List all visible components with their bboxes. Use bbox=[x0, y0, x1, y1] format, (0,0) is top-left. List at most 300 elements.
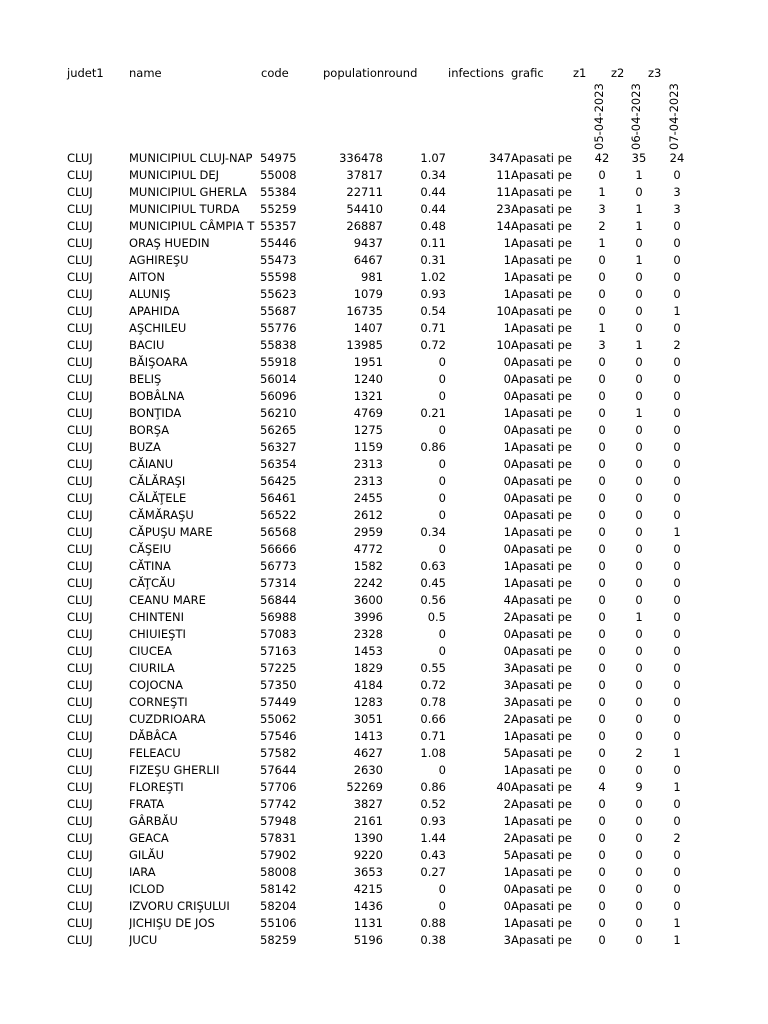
cell-code: 57449 bbox=[260, 695, 297, 709]
header-name: name bbox=[129, 66, 162, 80]
cell-grafic-link[interactable]: Apasati pe bbox=[511, 865, 572, 879]
cell-grafic-link[interactable]: Apasati pe bbox=[511, 185, 572, 199]
cell-name: IARA bbox=[129, 865, 156, 879]
cell-grafic-link[interactable]: Apasati pe bbox=[511, 627, 572, 641]
cell-name: CĂTINA bbox=[129, 559, 171, 573]
cell-code: 55623 bbox=[260, 287, 297, 301]
cell-judet: CLUJ bbox=[67, 678, 93, 692]
cell-population: 4772 bbox=[353, 542, 383, 556]
cell-name: BELIŞ bbox=[129, 372, 162, 386]
cell-z3: 0 bbox=[673, 372, 681, 386]
cell-grafic-link[interactable]: Apasati pe bbox=[511, 168, 572, 182]
cell-grafic-link[interactable]: Apasati pe bbox=[511, 338, 572, 352]
cell-z1: 0 bbox=[598, 848, 606, 862]
cell-z1: 0 bbox=[598, 457, 606, 471]
cell-grafic-link[interactable]: Apasati pe bbox=[511, 253, 572, 267]
cell-grafic-link[interactable]: Apasati pe bbox=[511, 882, 572, 896]
cell-z2: 0 bbox=[635, 525, 643, 539]
cell-grafic-link[interactable]: Apasati pe bbox=[511, 848, 572, 862]
cell-population: 2630 bbox=[353, 763, 383, 777]
table-row bbox=[0, 660, 768, 677]
cell-round: 0.72 bbox=[420, 338, 446, 352]
cell-grafic-link[interactable]: Apasati pe bbox=[511, 508, 572, 522]
cell-z3: 1 bbox=[673, 933, 681, 947]
cell-judet: CLUJ bbox=[67, 542, 93, 556]
cell-z1: 2 bbox=[598, 219, 606, 233]
header-grafic: grafic bbox=[511, 66, 544, 80]
cell-code: 58008 bbox=[260, 865, 297, 879]
cell-name: ICLOD bbox=[129, 882, 165, 896]
cell-infections: 0 bbox=[503, 508, 511, 522]
cell-code: 56844 bbox=[260, 593, 297, 607]
cell-round: 0 bbox=[438, 542, 446, 556]
cell-z1: 1 bbox=[598, 236, 606, 250]
cell-population: 9437 bbox=[353, 236, 383, 250]
cell-infections: 3 bbox=[503, 933, 511, 947]
cell-z3: 2 bbox=[673, 831, 681, 845]
cell-population: 2959 bbox=[353, 525, 383, 539]
cell-name: CEANU MARE bbox=[129, 593, 206, 607]
cell-infections: 1 bbox=[503, 525, 511, 539]
cell-round: 0.86 bbox=[420, 440, 446, 454]
cell-z1: 0 bbox=[598, 355, 606, 369]
cell-infections: 1 bbox=[503, 440, 511, 454]
table-row bbox=[0, 507, 768, 524]
cell-z1: 0 bbox=[598, 423, 606, 437]
cell-population: 1829 bbox=[353, 661, 383, 675]
cell-round: 0.11 bbox=[420, 236, 446, 250]
cell-infections: 0 bbox=[503, 423, 511, 437]
cell-z2: 0 bbox=[635, 644, 643, 658]
table-row bbox=[0, 762, 768, 779]
cell-judet: CLUJ bbox=[67, 780, 93, 794]
cell-z2: 0 bbox=[635, 899, 643, 913]
cell-round: 0 bbox=[438, 372, 446, 386]
cell-population: 336478 bbox=[339, 151, 383, 165]
cell-judet: CLUJ bbox=[67, 933, 93, 947]
cell-population: 2455 bbox=[353, 491, 383, 505]
cell-z3: 0 bbox=[673, 219, 681, 233]
header-z3: z3 bbox=[648, 66, 662, 80]
table-row bbox=[0, 422, 768, 439]
cell-population: 1131 bbox=[353, 916, 383, 930]
cell-grafic-link[interactable]: Apasati pe bbox=[511, 423, 572, 437]
cell-infections: 0 bbox=[503, 627, 511, 641]
cell-code: 55473 bbox=[260, 253, 297, 267]
table-row bbox=[0, 677, 768, 694]
cell-code: 55357 bbox=[260, 219, 297, 233]
cell-population: 4184 bbox=[353, 678, 383, 692]
table-row bbox=[0, 524, 768, 541]
cell-population: 2612 bbox=[353, 508, 383, 522]
cell-grafic-link[interactable]: Apasati pe bbox=[511, 406, 572, 420]
table-row bbox=[0, 150, 768, 167]
cell-infections: 347 bbox=[489, 151, 511, 165]
cell-z1: 0 bbox=[598, 559, 606, 573]
cell-infections: 11 bbox=[496, 168, 511, 182]
cell-grafic-link[interactable]: Apasati pe bbox=[511, 899, 572, 913]
cell-infections: 1 bbox=[503, 576, 511, 590]
cell-z3: 0 bbox=[673, 814, 681, 828]
cell-z1: 0 bbox=[598, 406, 606, 420]
cell-z3: 0 bbox=[673, 576, 681, 590]
cell-z1: 0 bbox=[598, 610, 606, 624]
cell-z2: 1 bbox=[635, 168, 643, 182]
cell-infections: 0 bbox=[503, 372, 511, 386]
cell-z2: 0 bbox=[635, 304, 643, 318]
cell-z1: 3 bbox=[598, 338, 606, 352]
cell-z3: 2 bbox=[673, 338, 681, 352]
cell-grafic-link[interactable]: Apasati pe bbox=[511, 644, 572, 658]
cell-round: 0 bbox=[438, 644, 446, 658]
table-row bbox=[0, 745, 768, 762]
cell-z3: 0 bbox=[673, 270, 681, 284]
cell-z1: 0 bbox=[598, 899, 606, 913]
cell-z3: 0 bbox=[673, 406, 681, 420]
cell-z2: 1 bbox=[635, 610, 643, 624]
cell-grafic-link[interactable]: Apasati pe bbox=[511, 304, 572, 318]
cell-round: 1.44 bbox=[420, 831, 446, 845]
cell-judet: CLUJ bbox=[67, 899, 93, 913]
cell-judet: CLUJ bbox=[67, 304, 93, 318]
table-row bbox=[0, 796, 768, 813]
cell-z2: 0 bbox=[635, 474, 643, 488]
cell-population: 981 bbox=[361, 270, 383, 284]
cell-infections: 1 bbox=[503, 321, 511, 335]
cell-population: 4627 bbox=[353, 746, 383, 760]
cell-z3: 0 bbox=[673, 661, 681, 675]
cell-judet: CLUJ bbox=[67, 627, 93, 641]
header-population: population bbox=[323, 66, 385, 80]
header-date-3-text: 07-04-2023 bbox=[667, 83, 681, 150]
cell-grafic-link[interactable]: Apasati pe bbox=[511, 661, 572, 675]
cell-round: 0.5 bbox=[427, 610, 446, 624]
cell-infections: 1 bbox=[503, 253, 511, 267]
cell-round: 0.55 bbox=[420, 661, 446, 675]
cell-code: 56773 bbox=[260, 559, 297, 573]
cell-judet: CLUJ bbox=[67, 559, 93, 573]
cell-grafic-link[interactable]: Apasati pe bbox=[511, 270, 572, 284]
cell-judet: CLUJ bbox=[67, 253, 93, 267]
cell-grafic-link[interactable]: Apasati pe bbox=[511, 440, 572, 454]
cell-infections: 0 bbox=[503, 899, 511, 913]
table-row bbox=[0, 881, 768, 898]
table-row bbox=[0, 847, 768, 864]
cell-grafic-link[interactable]: Apasati pe bbox=[511, 542, 572, 556]
cell-round: 0.71 bbox=[420, 729, 446, 743]
header-date-3 bbox=[667, 80, 687, 150]
table-row bbox=[0, 575, 768, 592]
cell-z2: 0 bbox=[635, 593, 643, 607]
header-round: round bbox=[384, 66, 418, 80]
cell-code: 55598 bbox=[260, 270, 297, 284]
cell-name: DĂBÂCA bbox=[129, 729, 177, 743]
cell-infections: 1 bbox=[503, 270, 511, 284]
cell-z1: 0 bbox=[598, 253, 606, 267]
table-row bbox=[0, 303, 768, 320]
cell-z3: 0 bbox=[673, 797, 681, 811]
cell-z3: 0 bbox=[673, 644, 681, 658]
cell-judet: CLUJ bbox=[67, 338, 93, 352]
table-row bbox=[0, 388, 768, 405]
cell-round: 0.34 bbox=[420, 525, 446, 539]
cell-grafic-link[interactable]: Apasati pe bbox=[511, 287, 572, 301]
cell-grafic-link[interactable]: Apasati pe bbox=[511, 576, 572, 590]
cell-name: MUNICIPIUL GHERLA bbox=[129, 185, 247, 199]
cell-grafic-link[interactable]: Apasati pe bbox=[511, 763, 572, 777]
cell-z1: 0 bbox=[598, 593, 606, 607]
cell-code: 56354 bbox=[260, 457, 297, 471]
cell-round: 0.48 bbox=[420, 219, 446, 233]
cell-name: COJOCNA bbox=[129, 678, 184, 692]
cell-z2: 0 bbox=[635, 848, 643, 862]
cell-round: 0 bbox=[438, 899, 446, 913]
cell-z3: 0 bbox=[673, 168, 681, 182]
table-row bbox=[0, 558, 768, 575]
cell-round: 0.66 bbox=[420, 712, 446, 726]
cell-population: 1321 bbox=[353, 389, 383, 403]
cell-infections: 0 bbox=[503, 644, 511, 658]
cell-name: GEACA bbox=[129, 831, 169, 845]
cell-z1: 0 bbox=[598, 814, 606, 828]
cell-code: 56666 bbox=[260, 542, 297, 556]
cell-z2: 0 bbox=[635, 576, 643, 590]
cell-infections: 3 bbox=[503, 661, 511, 675]
table-row bbox=[0, 694, 768, 711]
cell-round: 0 bbox=[438, 355, 446, 369]
cell-name: CĂPUŞU MARE bbox=[129, 525, 213, 539]
cell-z1: 0 bbox=[598, 440, 606, 454]
cell-name: CIURILA bbox=[129, 661, 175, 675]
cell-population: 3827 bbox=[353, 797, 383, 811]
table-row bbox=[0, 252, 768, 269]
cell-z2: 0 bbox=[635, 270, 643, 284]
cell-grafic-link[interactable]: Apasati pe bbox=[511, 151, 572, 165]
cell-code: 56522 bbox=[260, 508, 297, 522]
cell-round: 0.54 bbox=[420, 304, 446, 318]
cell-z1: 0 bbox=[598, 865, 606, 879]
cell-name: JICHIŞU DE JOS bbox=[129, 916, 215, 930]
table-row bbox=[0, 898, 768, 915]
cell-grafic-link[interactable]: Apasati pe bbox=[511, 797, 572, 811]
cell-z1: 0 bbox=[598, 644, 606, 658]
cell-code: 57644 bbox=[260, 763, 297, 777]
cell-infections: 14 bbox=[496, 219, 511, 233]
cell-z3: 0 bbox=[673, 474, 681, 488]
cell-grafic-link[interactable]: Apasati pe bbox=[511, 236, 572, 250]
cell-grafic-link[interactable]: Apasati pe bbox=[511, 525, 572, 539]
cell-infections: 1 bbox=[503, 729, 511, 743]
cell-code: 55446 bbox=[260, 236, 297, 250]
table-row bbox=[0, 269, 768, 286]
cell-code: 57902 bbox=[260, 848, 297, 862]
cell-infections: 10 bbox=[496, 338, 511, 352]
cell-grafic-link[interactable]: Apasati pe bbox=[511, 355, 572, 369]
cell-grafic-link[interactable]: Apasati pe bbox=[511, 559, 572, 573]
cell-z3: 0 bbox=[673, 542, 681, 556]
cell-z2: 0 bbox=[635, 372, 643, 386]
table-row bbox=[0, 405, 768, 422]
cell-z3: 0 bbox=[673, 491, 681, 505]
cell-code: 55838 bbox=[260, 338, 297, 352]
table-row bbox=[0, 609, 768, 626]
cell-population: 5196 bbox=[353, 933, 383, 947]
cell-judet: CLUJ bbox=[67, 219, 93, 233]
cell-judet: CLUJ bbox=[67, 916, 93, 930]
data-table bbox=[0, 150, 768, 949]
cell-name: ORAŞ HUEDIN bbox=[129, 236, 210, 250]
cell-grafic-link[interactable]: Apasati pe bbox=[511, 491, 572, 505]
cell-population: 2313 bbox=[353, 457, 383, 471]
cell-population: 4215 bbox=[353, 882, 383, 896]
cell-z3: 0 bbox=[673, 287, 681, 301]
cell-grafic-link[interactable]: Apasati pe bbox=[511, 474, 572, 488]
cell-z2: 0 bbox=[635, 440, 643, 454]
cell-name: BACIU bbox=[129, 338, 165, 352]
cell-round: 0.27 bbox=[420, 865, 446, 879]
cell-z1: 0 bbox=[598, 712, 606, 726]
cell-z1: 0 bbox=[598, 916, 606, 930]
cell-judet: CLUJ bbox=[67, 168, 93, 182]
cell-round: 0.44 bbox=[420, 185, 446, 199]
table-row bbox=[0, 643, 768, 660]
cell-infections: 1 bbox=[503, 916, 511, 930]
table-row bbox=[0, 218, 768, 235]
cell-grafic-link[interactable]: Apasati pe bbox=[511, 678, 572, 692]
cell-name: FLOREŞTI bbox=[129, 780, 184, 794]
cell-z1: 0 bbox=[598, 270, 606, 284]
cell-z1: 0 bbox=[598, 661, 606, 675]
header-judet1: judet1 bbox=[67, 66, 104, 80]
cell-z2: 0 bbox=[635, 508, 643, 522]
cell-population: 2313 bbox=[353, 474, 383, 488]
cell-z1: 0 bbox=[598, 576, 606, 590]
cell-infections: 5 bbox=[503, 746, 511, 760]
cell-grafic-link[interactable]: Apasati pe bbox=[511, 593, 572, 607]
cell-z1: 0 bbox=[598, 389, 606, 403]
cell-name: CHINTENI bbox=[129, 610, 184, 624]
cell-judet: CLUJ bbox=[67, 814, 93, 828]
cell-population: 1390 bbox=[353, 831, 383, 845]
header-date-1 bbox=[592, 80, 612, 150]
cell-round: 0.63 bbox=[420, 559, 446, 573]
cell-code: 56265 bbox=[260, 423, 297, 437]
cell-z1: 0 bbox=[598, 304, 606, 318]
cell-infections: 0 bbox=[503, 355, 511, 369]
cell-name: CĂLĂŢELE bbox=[129, 491, 187, 505]
cell-grafic-link[interactable]: Apasati pe bbox=[511, 610, 572, 624]
cell-z3: 0 bbox=[673, 678, 681, 692]
cell-grafic-link[interactable]: Apasati pe bbox=[511, 916, 572, 930]
cell-z1: 0 bbox=[598, 627, 606, 641]
cell-population: 1407 bbox=[353, 321, 383, 335]
cell-round: 0.43 bbox=[420, 848, 446, 862]
cell-z1: 0 bbox=[598, 933, 606, 947]
cell-infections: 4 bbox=[503, 593, 511, 607]
cell-judet: CLUJ bbox=[67, 423, 93, 437]
cell-infections: 2 bbox=[503, 797, 511, 811]
cell-infections: 0 bbox=[503, 389, 511, 403]
cell-code: 57163 bbox=[260, 644, 297, 658]
cell-infections: 5 bbox=[503, 848, 511, 862]
cell-name: GILĂU bbox=[129, 848, 164, 862]
cell-z1: 0 bbox=[598, 287, 606, 301]
cell-name: AGHIREŞU bbox=[129, 253, 189, 267]
cell-grafic-link[interactable]: Apasati pe bbox=[511, 729, 572, 743]
cell-grafic-link[interactable]: Apasati pe bbox=[511, 457, 572, 471]
cell-name: FELEACU bbox=[129, 746, 181, 760]
cell-population: 2328 bbox=[353, 627, 383, 641]
cell-population: 1079 bbox=[353, 287, 383, 301]
cell-z3: 0 bbox=[673, 627, 681, 641]
cell-infections: 11 bbox=[496, 185, 511, 199]
cell-judet: CLUJ bbox=[67, 270, 93, 284]
cell-grafic-link[interactable]: Apasati pe bbox=[511, 202, 572, 216]
cell-z1: 42 bbox=[594, 151, 610, 165]
cell-infections: 1 bbox=[503, 287, 511, 301]
cell-name: MUNICIPIUL DEJ bbox=[129, 168, 220, 182]
cell-grafic-link[interactable]: Apasati pe bbox=[511, 814, 572, 828]
table-row bbox=[0, 439, 768, 456]
cell-round: 0 bbox=[438, 423, 446, 437]
cell-code: 57083 bbox=[260, 627, 297, 641]
cell-infections: 40 bbox=[496, 780, 511, 794]
cell-z3: 0 bbox=[673, 559, 681, 573]
cell-grafic-link[interactable]: Apasati pe bbox=[511, 712, 572, 726]
cell-round: 0.21 bbox=[420, 406, 446, 420]
cell-grafic-link[interactable]: Apasati pe bbox=[511, 219, 572, 233]
cell-round: 0 bbox=[438, 491, 446, 505]
cell-round: 0.34 bbox=[420, 168, 446, 182]
cell-z2: 0 bbox=[635, 695, 643, 709]
cell-grafic-link[interactable]: Apasati pe bbox=[511, 389, 572, 403]
cell-population: 3600 bbox=[353, 593, 383, 607]
cell-round: 0.93 bbox=[420, 814, 446, 828]
cell-infections: 10 bbox=[496, 304, 511, 318]
cell-z3: 0 bbox=[673, 593, 681, 607]
header-z2: z2 bbox=[611, 66, 625, 80]
cell-z3: 0 bbox=[673, 882, 681, 896]
cell-name: MUNICIPIUL TURDA bbox=[129, 202, 240, 216]
cell-population: 3051 bbox=[353, 712, 383, 726]
cell-z3: 1 bbox=[673, 746, 681, 760]
cell-judet: CLUJ bbox=[67, 355, 93, 369]
cell-infections: 1 bbox=[503, 559, 511, 573]
cell-name: FIZEŞU GHERLII bbox=[129, 763, 220, 777]
cell-code: 55776 bbox=[260, 321, 297, 335]
table-row bbox=[0, 626, 768, 643]
cell-infections: 0 bbox=[503, 882, 511, 896]
cell-grafic-link[interactable]: Apasati pe bbox=[511, 321, 572, 335]
cell-z3: 0 bbox=[673, 236, 681, 250]
cell-grafic-link[interactable]: Apasati pe bbox=[511, 933, 572, 947]
cell-grafic-link[interactable]: Apasati pe bbox=[511, 831, 572, 845]
cell-grafic-link[interactable]: Apasati pe bbox=[511, 780, 572, 794]
cell-grafic-link[interactable]: Apasati pe bbox=[511, 746, 572, 760]
cell-z3: 1 bbox=[673, 525, 681, 539]
cell-infections: 2 bbox=[503, 610, 511, 624]
cell-grafic-link[interactable]: Apasati pe bbox=[511, 372, 572, 386]
cell-judet: CLUJ bbox=[67, 644, 93, 658]
cell-z2: 1 bbox=[635, 219, 643, 233]
cell-infections: 1 bbox=[503, 406, 511, 420]
cell-judet: CLUJ bbox=[67, 695, 93, 709]
cell-name: BORŞA bbox=[129, 423, 170, 437]
cell-round: 0.31 bbox=[420, 253, 446, 267]
cell-code: 55008 bbox=[260, 168, 297, 182]
header-date-2-text: 06-04-2023 bbox=[629, 83, 643, 150]
cell-grafic-link[interactable]: Apasati pe bbox=[511, 695, 572, 709]
